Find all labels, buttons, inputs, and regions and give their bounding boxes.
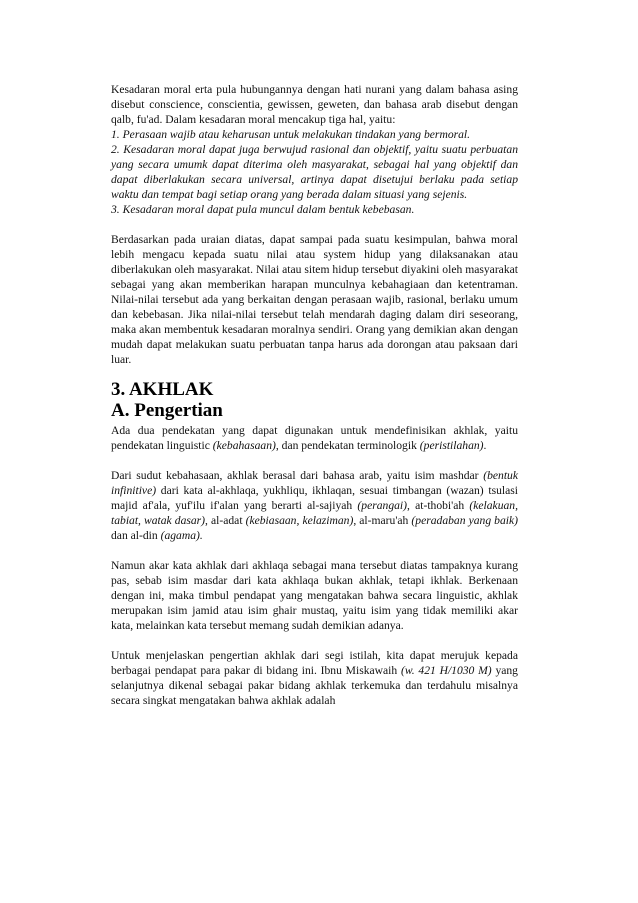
approach-paragraph: Ada dua pendekatan yang dapat digunakan untuk mendefinisikan akhlak, yaitu pendekatan linguistic (kebahasaan), dan pendekatan terminologik (peristilahan). bbox=[111, 424, 518, 452]
conclusion-paragraph: Berdasarkan pada uraian diatas, dapat sampai pada suatu kesimpulan, bahwa moral lebih mengacu kepada suatu nilai atau system hidup yang dilaksanakan atau diberlakukan oleh masyarakat. Nilai atau sitem hidup tersebut diyakini oleh masyarakat sebagai yang akan memberikan harapan munculnya kebahagiaan dan ketentraman. Nilai-nilai tersebut ada yang berkaitan dengan perasaan wajib, rasional, berlaku umum dan kebebasan. Jika nilai-nilai tersebut telah mendarah daging dalam diri seseorang, maka akan membentuk kesadaran moralnya sendiri. Orang yang demikian akan dengan mudah dapat melakukan suatu perbuatan tanpa harus ada dorongan atau paksaan dari luar. bbox=[111, 233, 518, 366]
root-word-paragraph: Namun akar kata akhlak dari akhlaqa sebagai mana tersebut diatas tampaknya kurang pas, sebab isim masdar dari kata akhlaqa bukan akhlak, tetapi ikhlak. Berkenaan dengan ini, maka timbul pendapat yang mengatakan bahwa secara linguistic, akhlak merupakan isim jamid atau isim ghair mustaq, yaitu isim yang tidak memiliki akar kata, melainkan kata tersebut memang sudah demikian adanya. bbox=[111, 559, 518, 632]
moral-awareness-intro: Kesadaran moral erta pula hubungannya dengan hati nurani yang dalam bahasa asing disebut conscience, conscientia, gewissen, geweten, dan bahasa arab disebut dengan qalb, fu'ad. Dalam kesadaran moral mencakup tiga hal, yaitu: bbox=[111, 83, 518, 126]
list-item-3: 3. Kesadaran moral dapat pula muncul dalam bentuk kebebasan. bbox=[111, 203, 415, 216]
section-heading-block bbox=[111, 379, 518, 421]
section-title: 3. AKHLAK bbox=[111, 379, 214, 400]
list-item-1: 1. Perasaan wajib atau keharusan untuk melakukan tindakan yang bermoral. bbox=[111, 128, 471, 141]
etymology-paragraph: Dari sudut kebahasaan, akhlak berasal dari bahasa arab, yaitu isim mashdar (bentuk infinitive) dari kata al-akhlaqa, yukhliqu, ikhlaqan, sesuai timbangan (wazan) tsulasi majid af'ala, yuf'ilu if'alan yang berarti al-sajiyah (perangai), at-thobi'ah (kelakuan, tabiat, watak dasar), al-adat (kebiasaan, kelaziman), al-maru'ah (peradaban yang baik) dan al-din (agama). bbox=[111, 469, 518, 542]
list-item-2: 2. Kesadaran moral dapat juga berwujud rasional dan objektif, yaitu suatu perbuatan yang secara umumk dapat diterima oleh masyarakat, sebagai hal yang objektif dan dapat diberlakukan secara universal, artinya dapat disetujui berlaku pada setiap waktu dan tempat bagi setiap orang yang berada dalam situasi yang sejenis. bbox=[111, 143, 518, 201]
page-body bbox=[111, 82, 518, 708]
subsection-title: A. Pengertian bbox=[111, 400, 223, 421]
terminology-paragraph: Untuk menjelaskan pengertian akhlak dari segi istilah, kita dapat merujuk kepada berbagai pendapat para pakar di bidang ini. Ibnu Miskawaih (w. 421 H/1030 M) yang selanjutnya dikenal sebagai pakar bidang akhlak terkemuka dan terdahulu misalnya secara singkat mengatakan bahwa akhlak adalah bbox=[111, 649, 518, 707]
